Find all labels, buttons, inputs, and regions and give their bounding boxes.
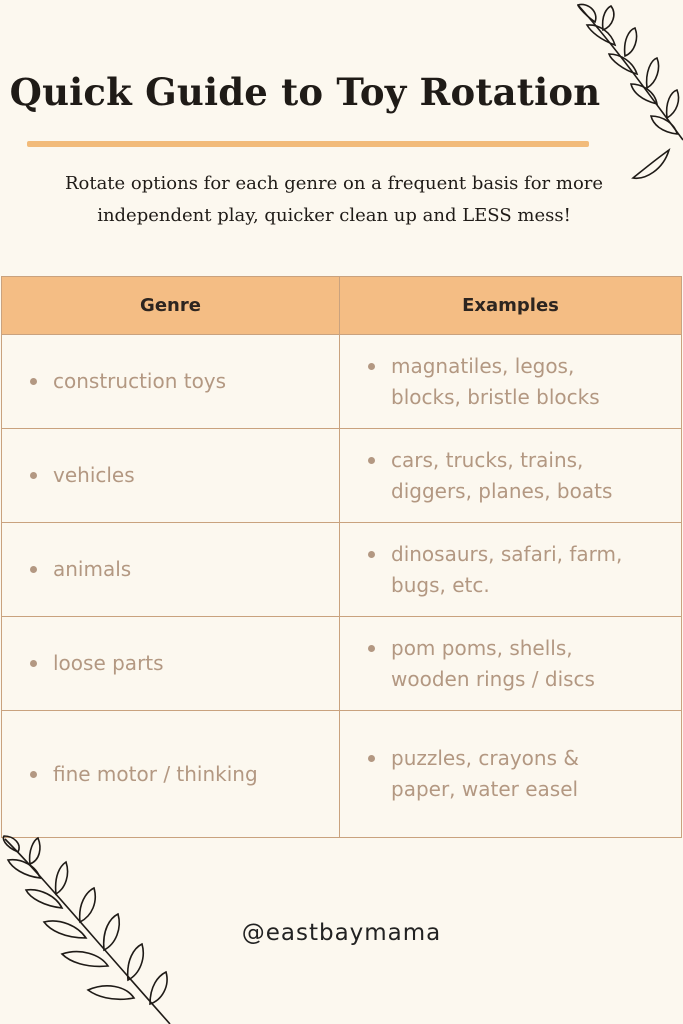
bullet-icon (368, 363, 375, 370)
bullet-icon (30, 378, 37, 385)
bullet-icon (30, 566, 37, 573)
header-genre: Genre (2, 277, 340, 334)
genre-cell (2, 617, 340, 710)
subtitle-line: Rotate options for each genre on a frequent basis for more (64, 173, 604, 194)
genre-cell (2, 429, 340, 522)
examples-cell (340, 523, 681, 616)
examples-cell (340, 429, 681, 522)
examples-cell (340, 617, 681, 710)
examples-line: paper, water easel (391, 777, 579, 801)
bullet-icon (30, 472, 37, 479)
table-row (2, 617, 681, 711)
genre-text: loose parts (53, 651, 164, 675)
examples-line: bugs, etc. (391, 572, 490, 597)
genre-text: animals (53, 557, 132, 581)
examples-cell (340, 711, 681, 837)
genre-cell (2, 711, 340, 837)
examples-line: blocks, bristle blocks (391, 384, 600, 409)
genre-cell (2, 335, 340, 428)
examples-line: magnatiles, legos, (391, 353, 575, 378)
subtitle-line: independent play, quicker clean up and LESS mess! (97, 205, 571, 226)
bullet-icon (368, 755, 375, 762)
bullet-icon (30, 771, 37, 778)
bullet-icon (30, 660, 37, 667)
examples-line: pom poms, shells, (391, 635, 573, 660)
examples-line: puzzles, crayons & (391, 746, 579, 770)
genre-text: construction toys (53, 369, 227, 393)
bullet-icon (368, 645, 375, 652)
examples-cell (340, 335, 681, 428)
genre-text: vehicles (53, 463, 135, 487)
toy-rotation-table (1, 276, 682, 838)
genre-text: fine motor / thinking (53, 761, 258, 786)
genre-cell (2, 523, 340, 616)
examples-line: dinosaurs, safari, farm, (391, 541, 623, 566)
examples-line: cars, trucks, trains, (391, 447, 584, 472)
bullet-icon (368, 551, 375, 558)
table-row (2, 711, 681, 837)
social-handle: @eastbaymama (241, 920, 442, 946)
header-examples: Examples (462, 295, 559, 316)
table-row (2, 523, 681, 617)
bullet-icon (368, 457, 375, 464)
table-header-row (2, 277, 681, 335)
subtitle (20, 168, 648, 232)
title-underline (27, 141, 589, 147)
examples-line: wooden rings / discs (391, 666, 595, 691)
examples-line: diggers, planes, boats (391, 478, 613, 503)
table-row (2, 429, 681, 523)
page-title: Quick Guide to Toy Rotation (9, 70, 601, 114)
table-row (2, 335, 681, 429)
